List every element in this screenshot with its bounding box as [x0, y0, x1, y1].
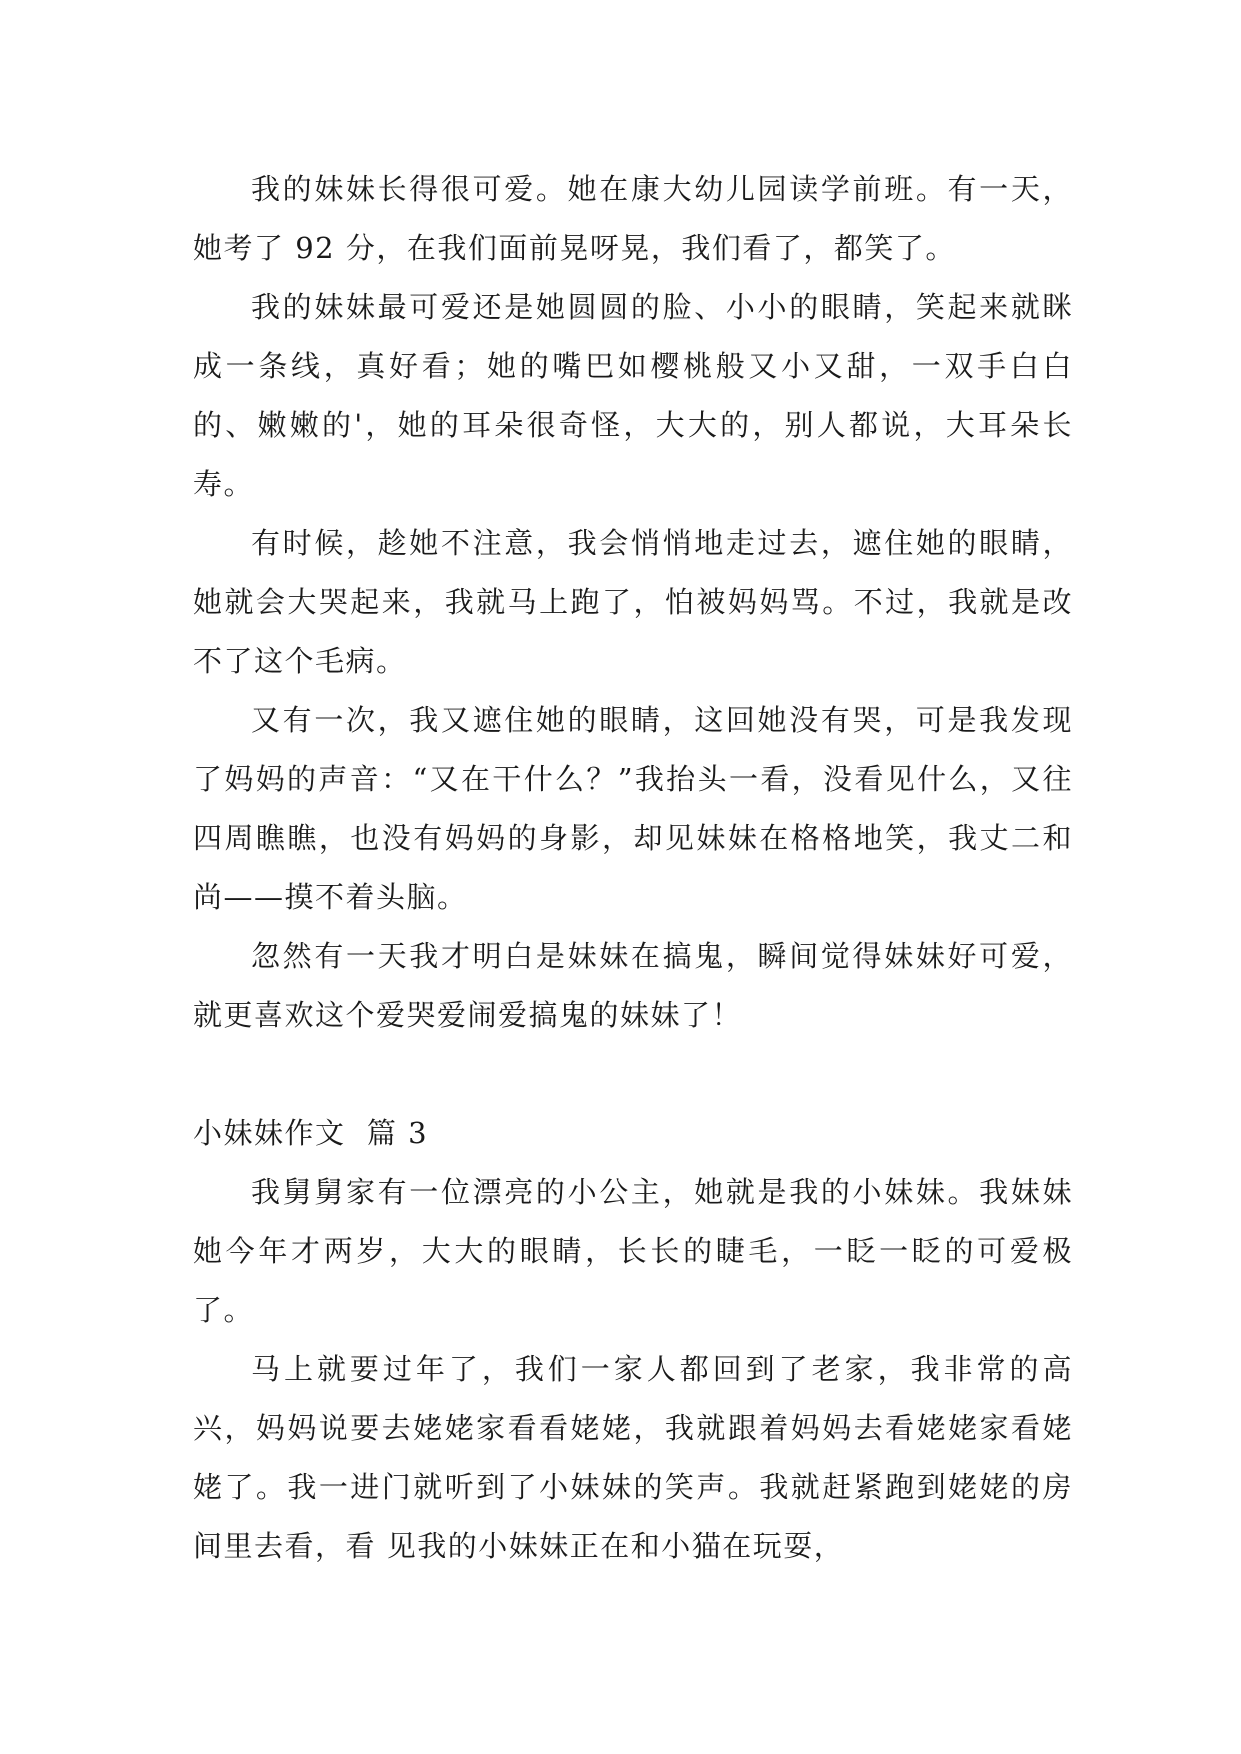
paragraph-1: 我的妹妹长得很可爱。她在康大幼儿园读学前班。有一天，她考了 92 分，在我们面前晃呀晃，我们看了，都笑了。 — [193, 172, 1073, 265]
paragraph-4: 又有一次，我又遮住她的眼睛，这回她没有哭，可是我发现了妈妈的声音：“又在干什么？”我抬头一看，没看见什么，又往四周瞧瞧，也没有妈妈的身影，却见妹妹在格格地笑，我丈二和尚——摸不着头脑。 — [193, 703, 1073, 914]
paragraph-7: 马上就要过年了，我们一家人都回到了老家，我非常的高兴，妈妈说要去姥姥家看看姥姥，我就跟着妈妈去看姥姥家看姥姥了。我一进门就听到了小妹妹的笑声。我就赶紧跑到姥姥的房间里去看，看 见我的小妹妹正在和小猫在玩耍， — [193, 1352, 1073, 1563]
document-body — [193, 160, 1073, 1576]
paragraph-3: 有时候，趁她不注意，我会悄悄地走过去，遮住她的眼睛，她就会大哭起来，我就马上跑了，怕被妈妈骂。不过，我就是改不了这个毛病。 — [193, 526, 1073, 678]
paragraph-6: 我舅舅家有一位漂亮的小公主，她就是我的小妹妹。我妹妹她今年才两岁，大大的眼睛，长长的睫毛，一眨一眨的可爱极了。 — [193, 1175, 1073, 1327]
paragraph-5: 忽然有一天我才明白是妹妹在搞鬼，瞬间觉得妹妹好可爱，就更喜欢这个爱哭爱闹爱搞鬼的妹妹了！ — [193, 939, 1073, 1032]
paragraph-2: 我的妹妹最可爱还是她圆圆的脸、小小的眼睛，笑起来就眯成一条线，真好看；她的嘴巴如樱桃般又小又甜，一双手白白的、嫩嫩的'，她的耳朵很奇怪，大大的，别人都说，大耳朵长寿。 — [193, 290, 1073, 501]
section-heading: 小妹妹作文 篇 3 — [193, 1116, 429, 1150]
